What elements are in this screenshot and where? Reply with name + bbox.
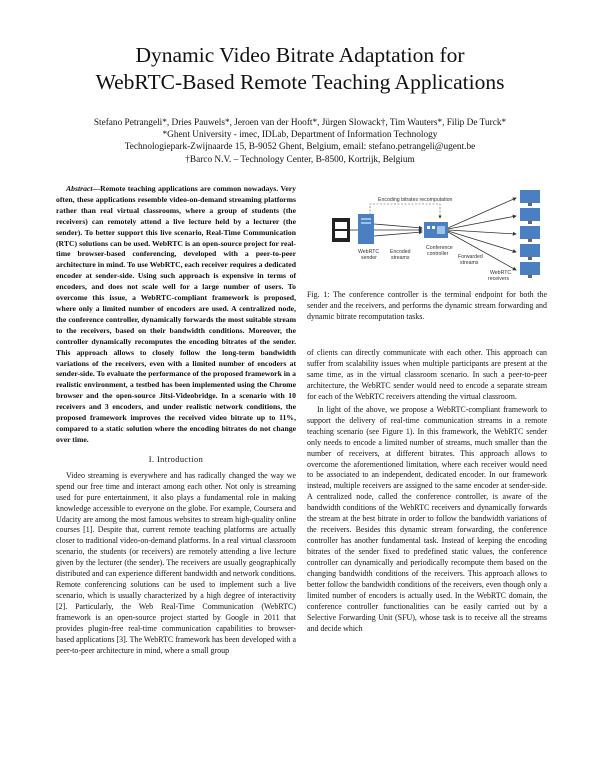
figure-caption: Fig. 1: The conference controller is the terminal endpoint for both the sender and the receivers, and performs the dynamic stream forwarding and dynamic bitrate recomputation tasks. xyxy=(307,290,547,321)
label-sender-b: sender xyxy=(361,255,377,261)
label-forwarded-b: streams xyxy=(460,260,479,266)
forwarded-stream-3 xyxy=(448,230,516,234)
author-names: Stefano Petrangeli*, Dries Pauwels*, Jeroen van der Hooft*, Jürgen Slowack†, Tim Wauters*, Filip De Turck* xyxy=(93,118,507,128)
recompute-arrow xyxy=(370,204,440,222)
paper-title xyxy=(40,42,560,96)
label-receivers-a: WebRTC xyxy=(490,270,512,276)
video-source-icon xyxy=(332,218,350,242)
encoded-stream-3 xyxy=(374,232,422,236)
affiliation-1: *Ghent University - imec, IDLab, Department of Information Technology xyxy=(162,130,438,141)
encoded-stream-1 xyxy=(374,224,422,228)
label-encoded-b: streams xyxy=(391,255,410,261)
abstract-text: —Remote teaching applications are common nowadays. Very often, these applications resemble video-on-demand streaming platforms rather than real virtual classrooms, where a group of students (the receivers) can remotely attend a live lecture held by a lecturer (the sender). To better support this live scenario, Real-Time Communication (RTC) solutions can be used. WebRTC is an open-source project for real-time browser-based conferencing, developed with a peer-to-peer architecture in mind. To use WebRTC, each receiver requires a dedicated encoder at sender-side. Using such approach is expensive in terms of encoders, and does not scale well for a large number of users. To overcome this issue, a WebRTC-compliant framework is proposed, where only a limited number of encoders are used. A centralized node, the conference controller, dynamically forwards the most suitable stream to the receivers, based on their bandwidth conditions. Moreover, the controller dynamically recomputes the encoding bitrates of the sender. This approach allows to closely follow the long-term bandwidth variations of the receivers, even with a limited number of encoders at sender-side. To evaluate the performance of the proposed framework in a realistic environment, a testbed has been implemented using the Chrome browser and the open-source Jitsi-Videobridge. In a scenario with 10 receivers and 3 encoders, and under realistic network conditions, the proposed framework improves the received video bitrate up to 11%, compared to a static solution where the encoding bitrates do not change over time. xyxy=(56,184,296,444)
receiver-monitors xyxy=(520,190,540,278)
affiliation-3: †Barco N.V. – Technology Center, B-8500, Kortrijk, Belgium xyxy=(185,154,415,165)
label-encoded-a: Encoded xyxy=(390,249,411,255)
system-diagram xyxy=(330,186,560,286)
abstract xyxy=(56,184,296,446)
label-forwarded-a: Forwarded xyxy=(458,254,483,260)
conference-controller-icon xyxy=(424,222,448,238)
label-recompute: Encoding bitrates recomputation xyxy=(378,197,453,203)
forwarded-stream-4 xyxy=(448,231,516,252)
affiliation-2: Technologiepark-Zwijnaarde 15, B-9052 Ghent, Belgium, email: stefano.petrangeli@ugent.be xyxy=(124,142,476,153)
title-line-2: WebRTC-Based Remote Teaching Applications xyxy=(95,70,505,94)
right-paragraph-2: In light of the above, we propose a WebRTC-compliant framework to support the delivery of real-time communication streams in a remote teaching scenario (see Figure 1). In this framework, the WebRTC sender only needs to encode a limited number of streams, much smaller than the number of receivers, at different bitrates. This approach allows to overcome the aforementioned limitation, where each receiver would need to be associated to an independent, dedicated encoder. In our framework instead, multiple receivers are assigned to the same encoder at sender-side. A centralized node, called the conference controller, is aware of the bandwidth conditions of the WebRTC receivers and dynamically forwards the stream at the best bitrate in order to follow the bandwidth variations of the receivers. Besides this dynamic stream forwarding, the conference controller has another fundamental task. Instead of keeping the encoding bitrates of the sender fixed to predefined static values, the conference controller can dynamically and periodically recompute them based on the changing bandwidth conditions of the receivers. This approach allows to better follow the bandwidth conditions of the receivers, even though only a limited number of encoders is actually used. In the WebRTC domain, the conference controller functionalities can be easily carried out by a Selective Forwarding Unit (SFU), whose task is to receive all the streams and decide which xyxy=(307,404,547,633)
right-column xyxy=(307,348,547,635)
forwarded-stream-1 xyxy=(448,198,516,228)
section-heading-introduction: I. Introduction xyxy=(148,454,204,464)
figure-1 xyxy=(330,186,560,286)
left-column xyxy=(56,184,296,657)
label-sender-a: WebRTC xyxy=(358,249,380,255)
sender-icon xyxy=(358,214,374,244)
forwarded-stream-5 xyxy=(448,232,516,270)
forwarded-stream-2 xyxy=(448,216,516,229)
right-paragraph-1: of clients can directly communicate with each other. This approach can suffer from scalability issues when multiple participants are present at the same time, as in the virtual classroom scenario. In such a peer-to-peer architecture, the WebRTC sender would need to encode a separate stream for each of the WebRTC receivers attending the virtual classroom. xyxy=(307,348,547,401)
label-receivers-b: receivers xyxy=(488,276,510,282)
label-controller-b: controller xyxy=(427,251,449,257)
abstract-lead: Abstract xyxy=(66,184,93,193)
label-controller-a: Conference xyxy=(426,245,453,251)
title-line-1: Dynamic Video Bitrate Adaptation for xyxy=(135,43,465,67)
intro-paragraph-1: Video streaming is everywhere and has radically changed the way we spend our free time and interact among each other. Not only is streaming used for pure entertainment, it also plays a fundamental role in making knowledge accessible to everyone on the globe. For example, Coursera and Udacity are among the most famous websites to stream high-quality online courses [1]. Despite that, current remote teaching platforms are actually closer to traditional video-on-demand platforms. In a real virtual classroom scenario, the students (or receivers) are remotely attending a live lecture given by the lecturer (the sender). The receivers are usually geographically distributed and can experience different bandwidth and network conditions. Remote conferencing solutions can be used to implement such a live scenario, which is usually characterized by a high degree of interactivity [2]. Particularly, the Web Real-Time Communication (WebRTC) framework is an open-source project started by Google in 2011 that provides plugin-free real-time communication capabilities to browser-based applications [3]. The WebRTC framework has been developed with a peer-to-peer architecture in mind, where a small group xyxy=(56,470,296,655)
author-block xyxy=(30,117,570,166)
